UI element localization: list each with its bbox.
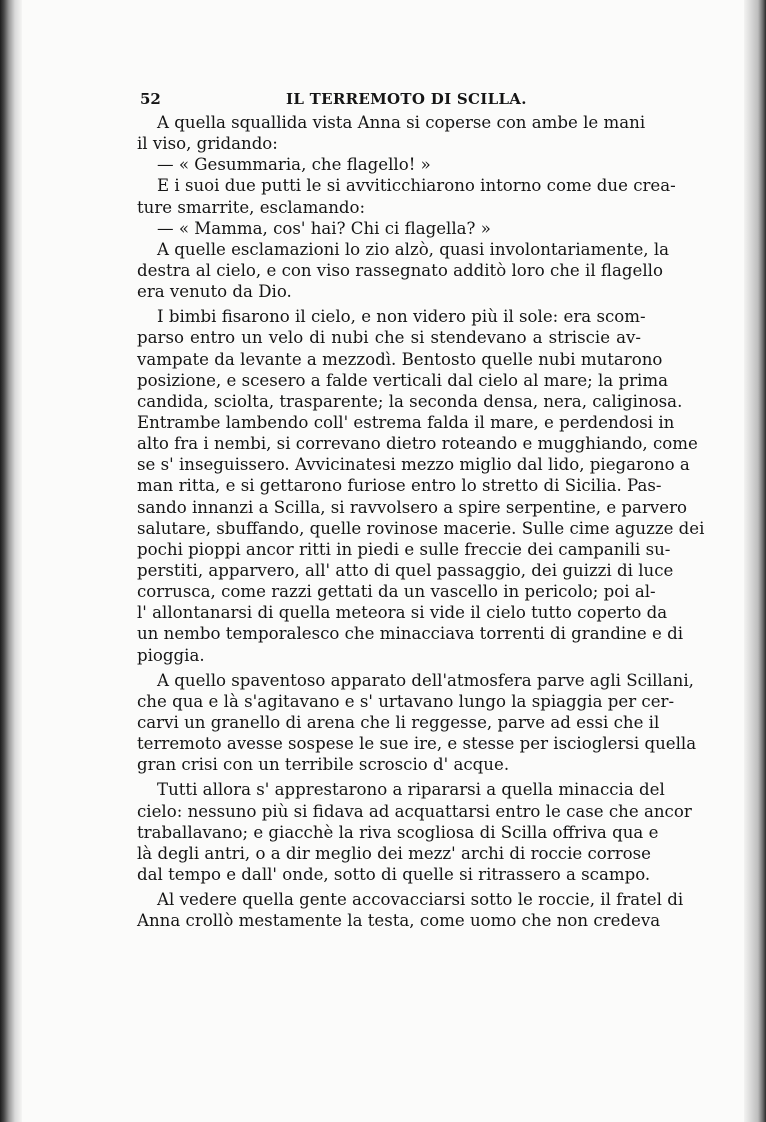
page-header (140, 90, 640, 114)
text-line: A quelle esclamazioni lo zio alzò, quasi involontariamente, la (157, 239, 670, 259)
text-line: il viso, gridando: (137, 134, 278, 154)
text-line: candida, sciolta, trasparente; la seconda densa, nera, caliginosa. (137, 391, 683, 411)
page-number: 52 (140, 90, 161, 108)
text-line: posizione, e scesero a falde verticali dal cielo al mare; la prima (137, 370, 668, 390)
text-line: corrusca, come razzi gettati da un vascello in pericolo; poi al- (137, 582, 656, 602)
text-line: vampate da levante a mezzodì. Bentosto quelle nubi mutarono (137, 349, 663, 369)
dialogue-line: — « Mamma, cos' hai? Chi ci flagella? » (157, 218, 491, 238)
text-line: cielo: nessuno più si fidava ad acquattarsi entro le case che ancor (137, 801, 692, 821)
text-line: Anna crollò mestamente la testa, come uomo che non credeva (137, 911, 661, 931)
text-line: terremoto avesse sospese le sue ire, e stesse per iscioglersi quella (137, 734, 697, 754)
text-line: che qua e là s'agitavano e s' urtavano lungo la spiaggia per cer- (137, 691, 675, 711)
text-line: pochi pioppi ancor ritti in piedi e sulle freccie dei campanili su- (137, 539, 671, 559)
spine-shadow (0, 0, 22, 1122)
text-line: un nembo temporalesco che minacciava torrenti di grandine e di (137, 624, 684, 644)
text-line: Entrambe lambendo coll' estrema falda il mare, e perdendosi in (137, 412, 675, 432)
text-line: salutare, sbuffando, quelle rovinose macerie. Sulle cime aguzze dei (137, 518, 705, 538)
text-line: I bimbi fisarono il cielo, e non videro più il sole: era scom- (157, 307, 646, 327)
text-line: destra al cielo, e con viso rassegnato additò loro che il flagello (137, 260, 663, 280)
text-line: era venuto da Dio. (137, 282, 292, 302)
body-text (137, 112, 705, 931)
text-line: dal tempo e dall' onde, sotto di quelle si ritrassero a scampo. (137, 864, 651, 884)
text-line: l' allontanarsi di quella meteora si vide il cielo tutto coperto da (137, 603, 668, 623)
dialogue-line: — « Gesummaria, che flagello! » (157, 155, 431, 175)
text-line: E i suoi due putti le si avviticchiarono intorno come due crea- (157, 176, 676, 196)
text-line: traballavano; e giacchè la riva scogliosa di Scilla offriva qua e (137, 822, 659, 842)
text-line: Al vedere quella gente accovacciarsi sotto le roccie, il fratel di (157, 890, 684, 910)
text-line: A quella squallida vista Anna si coperse con ambe le mani (157, 113, 646, 132)
text-line: man ritta, e si gettarono furiose entro lo stretto di Sicilia. Pas- (137, 476, 662, 496)
running-title: IL TERREMOTO DI SCILLA. (286, 90, 527, 108)
text-line: A quello spaventoso apparato dell'atmosfera parve agli Scillani, (157, 670, 694, 690)
text-line: alto fra i nembi, si correvano dietro roteando e mugghiando, come (137, 434, 698, 454)
text-line: là degli antri, o a dir meglio dei mezz' archi di roccie corrose (137, 843, 651, 863)
text-line: ture smarrite, esclamando: (137, 197, 366, 217)
page-edge (744, 0, 766, 1122)
text-line: Tutti allora s' apprestarono a ripararsi a quella minaccia del (157, 780, 665, 800)
text-line: pioggia. (137, 645, 205, 665)
text-line: gran crisi con un terribile scroscio d' acque. (137, 755, 510, 775)
text-line: carvi un granello di arena che li reggesse, parve ad essi che il (137, 712, 660, 732)
text-line: sando innanzi a Scilla, si ravvolsero a spire serpentine, e parvero (137, 497, 687, 517)
text-line: parso entro un velo di nubi che si stendevano a striscie av- (137, 328, 641, 348)
text-line: perstiti, apparvero, all' atto di quel passaggio, dei guizzi di luce (137, 560, 674, 580)
text-line: se s' inseguissero. Avvicinatesi mezzo miglio dal lido, piegarono a (137, 455, 690, 475)
